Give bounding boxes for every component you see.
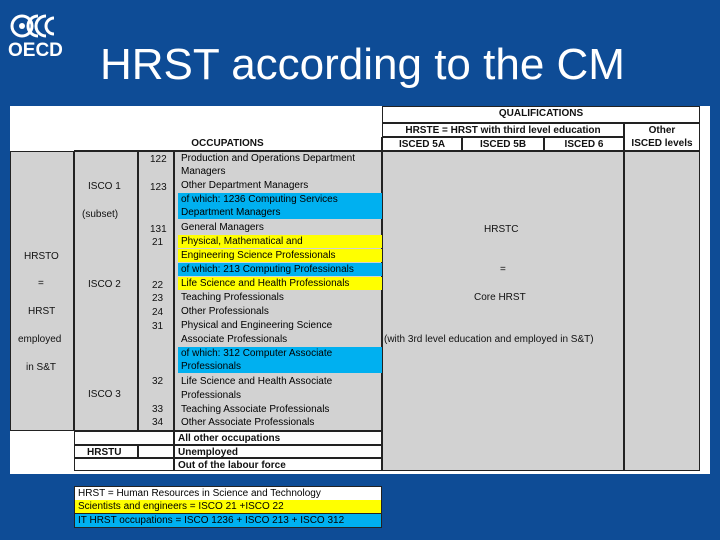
employed-label: employed [18,334,62,345]
isco2-label: ISCO 2 [88,279,121,290]
core-note: (with 3rd level education and employed in S&T) [384,334,594,345]
code-31: 31 [152,321,164,332]
hrst-label: HRST [28,306,56,317]
other-isced-header [624,123,700,151]
hrstc-equals: = [500,264,506,275]
occupation-row: Other Professionals [181,306,269,317]
hrsto-equals: = [38,278,44,289]
code-22: 22 [152,280,164,291]
isced-5a: ISCED 5A [382,137,462,151]
code-34: 34 [152,417,164,428]
isco3-label: ISCO 3 [88,389,121,400]
hrsto-label: HRSTO [24,251,59,262]
occupation-row-it: of which: 312 Computer Associate [178,347,382,360]
isco1-label: ISCO 1 [88,181,121,192]
blank-cell [138,445,174,458]
occupation-row: Managers [181,166,226,177]
occupation-row: Teaching Professionals [181,292,284,303]
page-title: HRST according to the CM [100,40,625,89]
code-131: 131 [150,224,167,235]
other-isced-body [624,151,700,471]
code-24: 24 [152,307,164,318]
all-other-occupations: All other occupations [174,431,382,445]
occupation-row: Teaching Associate Professionals [181,404,330,415]
legend-it: IT HRST occupations = ISCO 1236 + ISCO 213 + ISCO 312 [74,514,382,528]
in-st-label: in S&T [26,362,57,373]
code-122: 122 [150,154,167,165]
out-of-labour-label: Out of the labour force [174,458,382,471]
occupation-row: General Managers [181,222,264,233]
hrste-body [382,151,624,471]
isced-5b: ISCED 5B [462,137,544,151]
hrstu-label: HRSTU [74,445,138,458]
occupation-row: Associate Professionals [181,334,288,345]
hrstc-label: HRSTC [484,224,519,235]
blank-cell [74,458,174,471]
code-33: 33 [152,404,164,415]
occupation-row: Other Associate Professionals [181,417,315,428]
occupations-header: OCCUPATIONS [74,137,382,151]
hrst-table [10,106,710,474]
occupation-row-se: Life Science and Health Professionals [178,277,382,290]
code-21: 21 [152,237,164,248]
core-hrst-label: Core HRST [474,292,526,303]
logo-text: OECD [8,40,63,61]
occupation-row-it: Professionals [178,360,382,373]
occupation-row-se: Engineering Science Professionals [178,249,382,262]
occupation-row: Other Department Managers [181,180,309,191]
hrste-header: HRSTE = HRST with third level education [382,123,624,137]
code-32: 32 [152,376,164,387]
occupation-row: Professionals [181,390,242,401]
code-123: 123 [150,182,167,193]
occupation-row-se: Physical, Mathematical and [178,235,382,248]
isced-6: ISCED 6 [544,137,624,151]
occupation-row: Physical and Engineering Science [181,320,333,331]
other-isced-line2: ISCED levels [631,138,693,149]
subset-label: (subset) [82,209,119,220]
occupation-row-it: Department Managers [178,206,382,219]
hrsto-column [10,151,74,431]
occupation-row-it: of which: 1236 Computing Services [178,193,382,206]
occupation-row-it: of which: 213 Computing Professionals [178,263,382,276]
occupation-row: Life Science and Health Associate [181,376,333,387]
occupation-row: Production and Operations Department [181,153,355,164]
unemployed-label: Unemployed [174,445,382,458]
code-23: 23 [152,293,164,304]
qualifications-header: QUALIFICATIONS [382,106,700,123]
blank-cell [74,431,174,445]
legend-scientists: Scientists and engineers = ISCO 21 +ISCO 22 [74,500,382,514]
legend-hrst: HRST = Human Resources in Science and Technology [74,486,382,501]
other-isced-line1: Other [648,125,676,136]
